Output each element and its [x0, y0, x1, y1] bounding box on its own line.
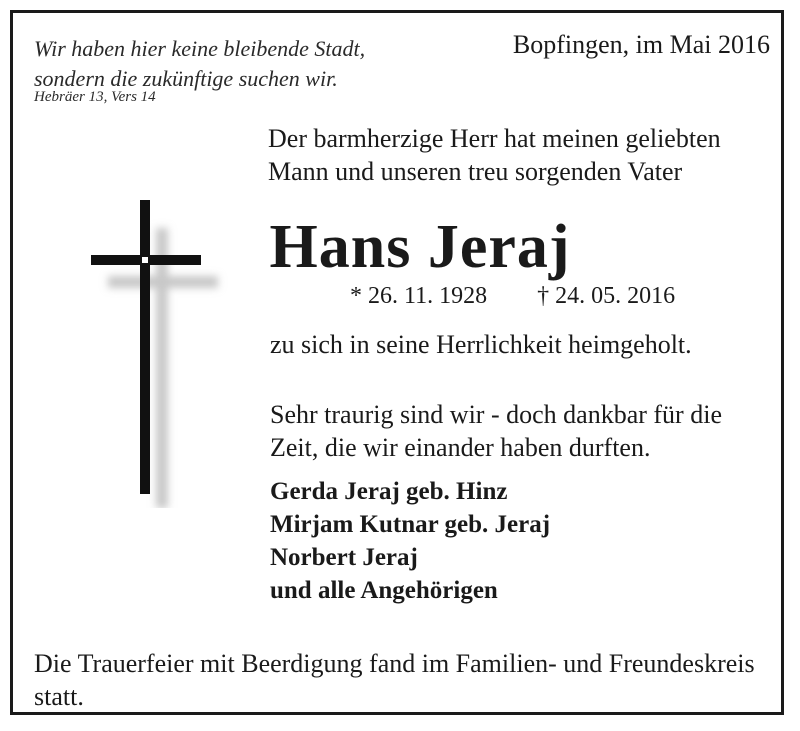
deceased-name: Hans Jeraj: [269, 213, 571, 281]
homecall-text: zu sich in seine Herrlichkeit heimgeholt.: [270, 330, 692, 359]
verse-line-2: sondern die zukünftige suchen wir.: [34, 66, 338, 91]
mourners-list: [270, 475, 550, 607]
mourner-3: Norbert Jeraj: [270, 544, 418, 571]
intro-line-2: Mann und unseren treu sorgenden Vater: [268, 157, 683, 186]
mourner-4: und alle Angehörigen: [270, 577, 498, 604]
birth-date: * 26. 11. 1928: [350, 283, 488, 309]
verse-line-1: Wir haben hier keine bleibende Stadt,: [34, 36, 366, 61]
mourner-1: Gerda Jeraj geb. Hinz: [270, 478, 508, 505]
place-date: Bopfingen, im Mai 2016: [512, 30, 770, 59]
life-dates: [350, 283, 675, 310]
funeral-note: Die Trauerfeier mit Beerdigung fand im Familien- und Freundeskreis statt.: [34, 649, 755, 711]
death-date: † 24. 05. 2016: [537, 283, 676, 309]
intro-text: [268, 122, 721, 188]
verse-reference: Hebräer 13, Vers 14: [34, 89, 156, 105]
intro-line-1: Der barmherzige Herr hat meinen geliebten: [268, 124, 721, 153]
sorrow-line-1: Sehr traurig sind wir - doch dankbar für die: [270, 400, 722, 429]
sorrow-text: [270, 398, 722, 464]
mourner-2: Mirjam Kutnar geb. Jeraj: [270, 511, 551, 538]
bible-verse: [34, 34, 365, 94]
sorrow-line-2: Zeit, die wir einander haben durften.: [270, 433, 651, 462]
